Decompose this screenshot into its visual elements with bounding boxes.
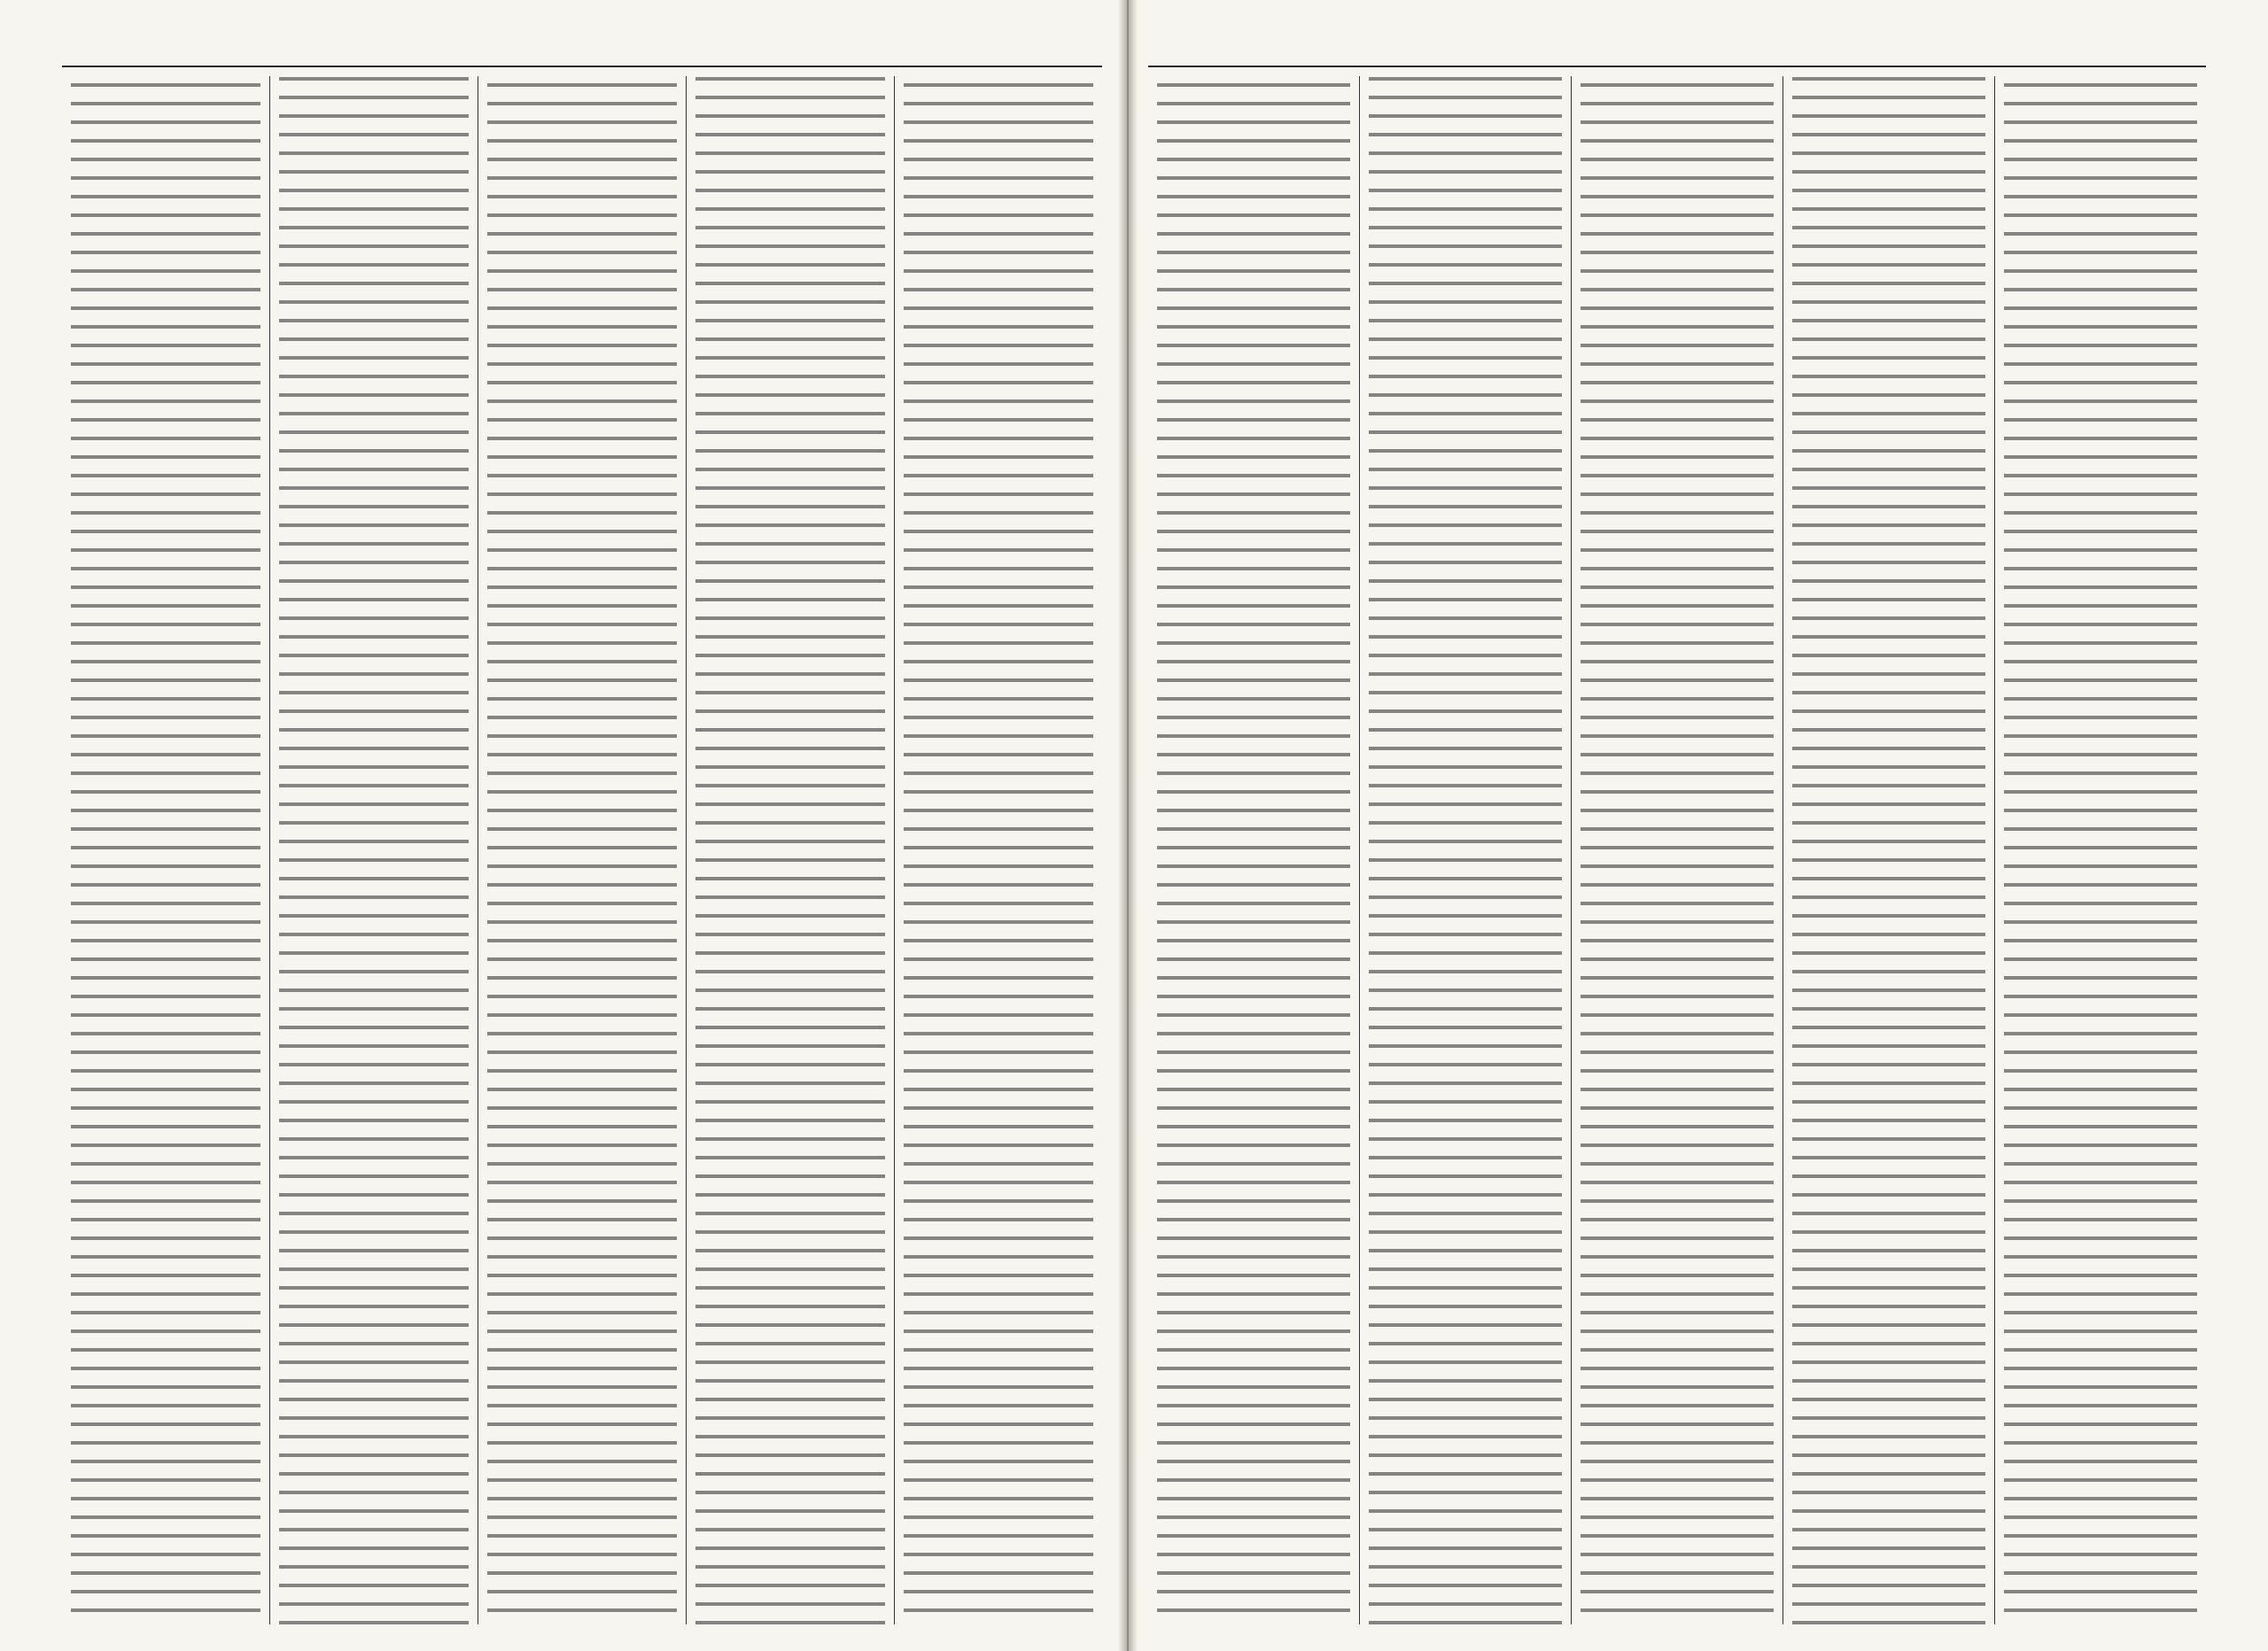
text-block: [71, 76, 260, 1624]
right-page-columns: [1148, 76, 2206, 1624]
text-block: [1792, 76, 1985, 1624]
right-page-column-2: [1783, 76, 1994, 1624]
left-page-column-5: [62, 76, 269, 1624]
text-block: [904, 76, 1093, 1624]
right-page-column-4: [1359, 76, 1571, 1624]
text-block: [1369, 76, 1562, 1624]
left-page-header: [62, 27, 1102, 67]
left-page-column-3: [478, 76, 686, 1624]
text-block: [279, 76, 469, 1624]
left-page-column-4: [269, 76, 478, 1624]
left-page-column-2: [686, 76, 894, 1624]
text-block: [1157, 76, 1350, 1624]
right-page-header: [1148, 27, 2206, 67]
left-page-columns: [62, 76, 1102, 1624]
right-page-column-3: [1571, 76, 1783, 1624]
left-page: [0, 0, 1125, 1651]
right-page: [1125, 0, 2268, 1651]
text-block: [695, 76, 885, 1624]
text-block: [487, 76, 677, 1624]
right-page-column-1: [1994, 76, 2206, 1624]
page-fold: [1118, 0, 1138, 1651]
right-page-column-5: [1148, 76, 1359, 1624]
text-block: [1581, 76, 1774, 1624]
text-block: [2004, 76, 2197, 1624]
left-page-column-1: [894, 76, 1102, 1624]
